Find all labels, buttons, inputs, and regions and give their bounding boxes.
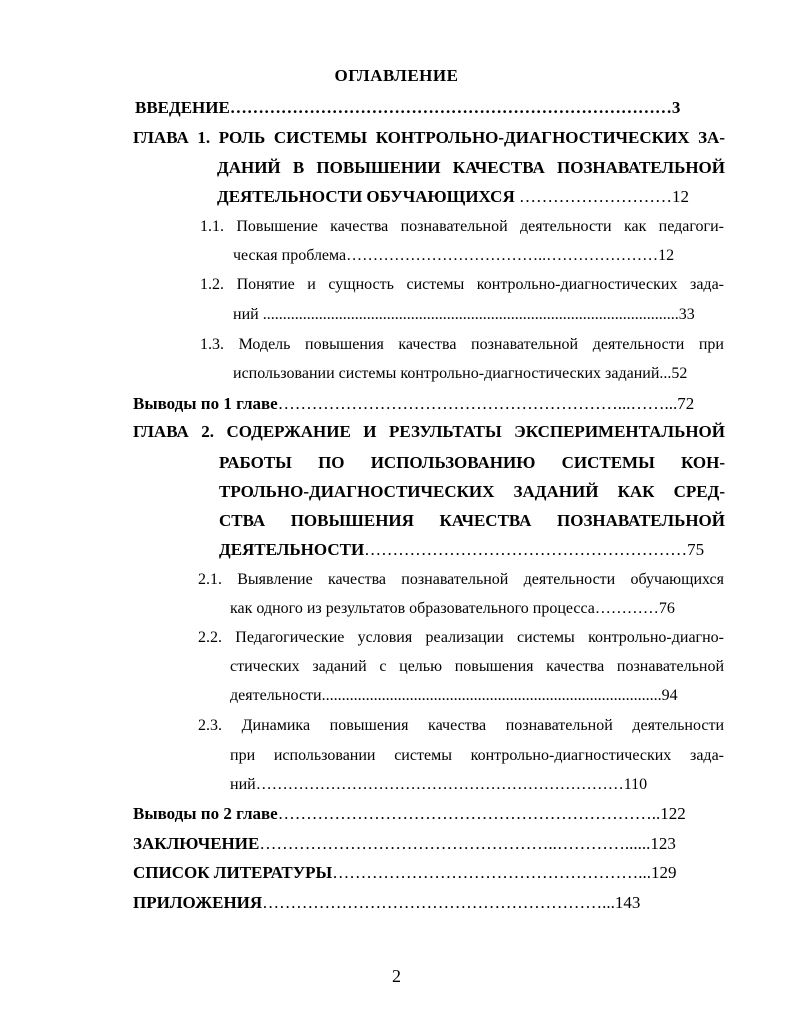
toc-conclusion-page: ……………………………………………..…………......123 [259, 834, 676, 853]
toc-references-page: ………………………………………………...129 [332, 863, 677, 882]
toc-entry-conclusions-2 [133, 804, 686, 824]
toc-chapter2-line4: СТВА ПОВЫШЕНИЯ КАЧЕСТВА ПОЗНАВАТЕЛЬНОЙ [219, 511, 725, 530]
toc-section-2-3-line3: ний……………………………………………………………110 [230, 776, 648, 793]
toc-section-1-1-line1: 1.1. Повышение качества познавательной деятельности как педагоги- [200, 218, 724, 235]
toc-section-1-2-line1: 1.2. Понятие и сущность системы контрольно-диагностических зада- [200, 276, 724, 293]
toc-chapter2-line2: РАБОТЫ ПО ИСПОЛЬЗОВАНИЮ СИСТЕМЫ КОН- [219, 453, 725, 472]
toc-section-1-3-line1: 1.3. Модель повышения качества познавательной деятельности при [200, 336, 724, 353]
toc-chapter1-line1: ГЛАВА 1. РОЛЬ СИСТЕМЫ КОНТРОЛЬНО-ДИАГНОСТИЧЕСКИХ ЗА- [133, 128, 725, 147]
toc-section-1-2-line2: ний ........................................................................................................33 [233, 306, 695, 323]
toc-chapter2-line3: ТРОЛЬНО-ДИАГНОСТИЧЕСКИХ ЗАДАНИЙ КАК СРЕД- [219, 482, 725, 501]
toc-entry-references [133, 863, 677, 883]
toc-chapter1-line3 [217, 187, 689, 207]
toc-section-2-2-line3: деятельности.....................................................................................94 [230, 687, 678, 704]
toc-entry-conclusions-1 [133, 394, 694, 414]
toc-references-text: СПИСОК ЛИТЕРАТУРЫ [133, 863, 333, 882]
toc-section-2-1-line2: как одного из результатов образовательного процесса…………76 [230, 600, 675, 617]
toc-chapter2-line5 [219, 540, 704, 560]
toc-title: ОГЛАВЛЕНИЕ [334, 66, 459, 85]
toc-entry-conclusion [133, 834, 676, 854]
toc-chapter2-line5-text: ДЕЯТЕЛЬНОСТИ [219, 540, 365, 559]
page-number: 2 [392, 966, 401, 986]
toc-appendix-page: ……………………………………………………...143 [262, 893, 641, 912]
toc-conclusion-text: ЗАКЛЮЧЕНИЕ [133, 834, 260, 853]
toc-section-2-3-line1: 2.3. Динамика повышения качества познавательной деятельности [198, 717, 724, 734]
toc-section-1-1-line2: ческая проблема………………………………..…………………12 [233, 247, 675, 264]
toc-chapter1-line3-text: ДЕЯТЕЛЬНОСТИ ОБУЧАЮЩИХСЯ [217, 187, 515, 206]
toc-section-2-2-line1: 2.2. Педагогические условия реализации системы контрольно-диагно- [198, 629, 724, 646]
toc-entry-appendix [133, 893, 640, 913]
toc-conclusions-1-page: ……………………………………………………...……...72 [277, 394, 695, 413]
toc-chapter1-line2: ДАНИЙ В ПОВЫШЕНИИ КАЧЕСТВА ПОЗНАВАТЕЛЬНОЙ [217, 158, 725, 177]
toc-conclusions-2-text: Выводы по 2 главе [133, 804, 278, 823]
toc-conclusions-2-page: …………………………………………………………..122 [277, 804, 686, 823]
toc-section-2-3-line2: при использовании системы контрольно-диагностических зада- [230, 747, 724, 764]
toc-conclusions-1-text: Выводы по 1 главе [133, 394, 278, 413]
toc-chapter1-page: ………………………12 [514, 187, 689, 206]
toc-chapter2-page: …………………………………………………75 [364, 540, 705, 559]
toc-entry-intro: ВВЕДЕНИЕ……………………………………………………………………3 [135, 98, 681, 117]
toc-appendix-text: ПРИЛОЖЕНИЯ [133, 893, 263, 912]
toc-section-2-2-line2: стических заданий с целью повышения качества познавательной [230, 658, 724, 675]
toc-chapter2-line1: ГЛАВА 2. СОДЕРЖАНИЕ И РЕЗУЛЬТАТЫ ЭКСПЕРИМЕНТАЛЬНОЙ [133, 422, 725, 441]
toc-section-2-1-line1: 2.1. Выявление качества познавательной деятельности обучающихся [198, 571, 724, 588]
toc-section-1-3-line2: использовании системы контрольно-диагностических заданий...52 [233, 365, 688, 382]
